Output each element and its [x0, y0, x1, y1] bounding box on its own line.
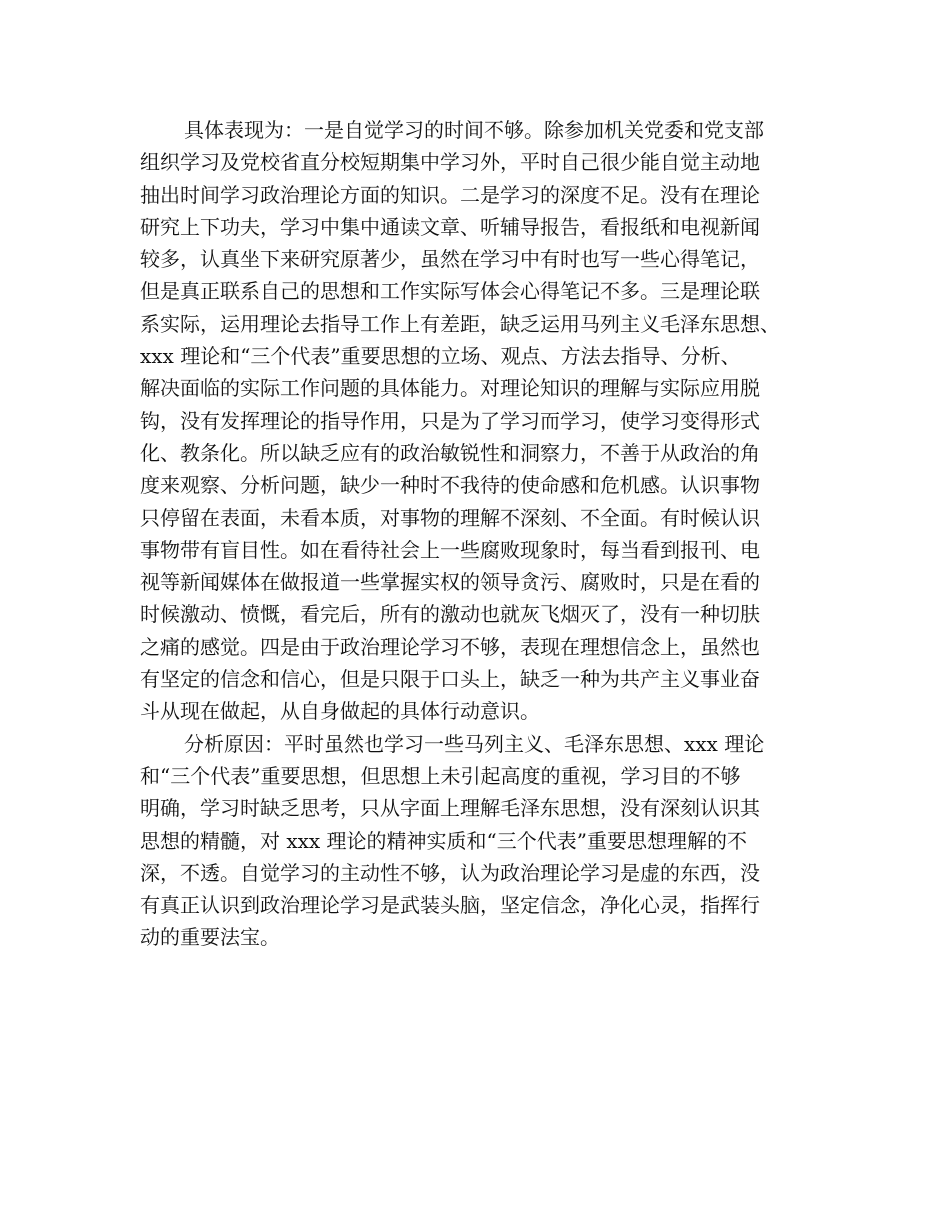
paragraph-2-line-3: 明确，学习时缺乏思考，只从字面上理解毛泽东思想，没有深刻认识其	[140, 796, 760, 821]
paragraph-1-line-9: 解决面临的实际工作问题的具体能力。对理论知识的理解与实际应用脱	[140, 376, 760, 401]
paragraph-1-line-10: 钩，没有发挥理论的指导作用，只是为了学习而学习，使学习变得形式	[140, 408, 760, 433]
paragraph-1-line-6: 但是真正联系自己的思想和工作实际写体会心得笔记不多。三是理论联	[140, 279, 760, 304]
paragraph-1-line-15: 视等新闻媒体在做报道一些掌握实权的领导贪污、腐败时，只是在看的	[140, 570, 760, 595]
paragraph-1-line-12: 度来观察、分析问题，缺少一种时不我待的使命感和危机感。认识事物	[140, 473, 760, 498]
paragraph-2-line-6: 有真正认识到政治理论学习是武装头脑，坚定信念，净化心灵，指挥行	[140, 893, 760, 918]
paragraph-1-line-11: 化、教条化。所以缺乏应有的政治敏锐性和洞察力，不善于从政治的角	[140, 440, 760, 465]
paragraph-2-line-2: 和“三个代表”重要思想，但思想上未引起高度的重视，学习目的不够	[140, 763, 741, 788]
paragraph-2-line-7: 动的重要法宝。	[140, 925, 280, 950]
paragraph-1-line-18: 有坚定的信念和信心，但是只限于口头上，缺乏一种为共产主义事业奋	[140, 667, 760, 692]
paragraph-2-line-1: 分析原因：平时虽然也学习一些马列主义、毛泽东思想、xxx 理论	[184, 731, 765, 756]
paragraph-1-line-16: 时候激动、愤慨，看完后，所有的激动也就灰飞烟灭了，没有一种切肤	[140, 602, 760, 627]
paragraph-1-line-3: 抽出时间学习政治理论方面的知识。二是学习的深度不足。没有在理论	[140, 182, 760, 207]
paragraph-1-line-4: 研究上下功夫，学习中集中通读文章、听辅导报告，看报纸和电视新闻	[140, 214, 760, 239]
paragraph-1-line-14: 事物带有盲目性。如在看待社会上一些腐败现象时，每当看到报刊、电	[140, 537, 760, 562]
document-body	[140, 114, 820, 954]
paragraph-1-line-17: 之痛的感觉。四是由于政治理论学习不够，表现在理想信念上，虽然也	[140, 634, 760, 659]
paragraph-1-line-13: 只停留在表面，未看本质，对事物的理解不深刻、不全面。有时候认识	[140, 505, 760, 530]
paragraph-1-line-8: xxx 理论和“三个代表”重要思想的立场、观点、方法去指导、分析、	[140, 344, 741, 369]
paragraph-1-line-2: 组织学习及党校省直分校短期集中学习外，平时自己很少能自觉主动地	[140, 150, 760, 175]
paragraph-2-line-4: 思想的精髓，对 xxx 理论的精神实质和“三个代表”重要思想理解的不	[140, 828, 748, 853]
paragraph-1-line-5: 较多，认真坐下来研究原著少，虽然在学习中有时也写一些心得笔记，	[140, 247, 760, 272]
paragraph-1-line-1: 具体表现为：一是自觉学习的时间不够。除参加机关党委和党支部	[184, 118, 764, 142]
paragraph-1-line-19: 斗从现在做起，从自身做起的具体行动意识。	[140, 699, 540, 724]
paragraph-1-line-7: 系实际，运用理论去指导工作上有差距，缺乏运用马列主义毛泽东思想、	[140, 311, 780, 336]
paragraph-2-line-5: 深，不透。自觉学习的主动性不够，认为政治理论学习是虚的东西，没	[140, 860, 760, 885]
